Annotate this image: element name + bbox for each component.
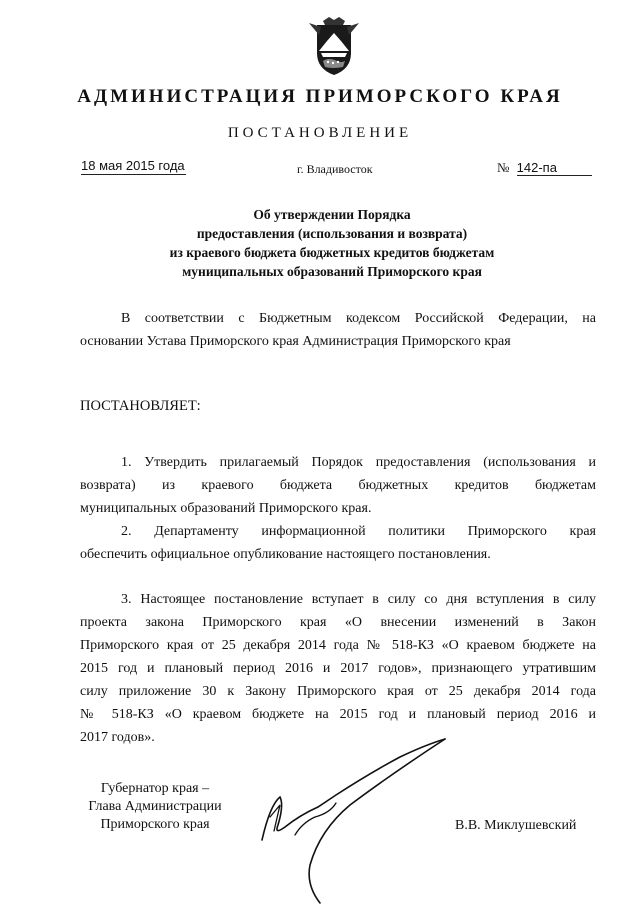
text-line: В соответствии с Бюджетным кодексом Российской Федерации, на [121,311,596,326]
document-title [100,205,564,281]
signatory-title-line: Приморского края [100,817,210,832]
text-line: Приморского края от 25 декабря 2014 года № 518-КЗ «О краевом бюджете на [80,638,596,653]
items-block-a [80,451,596,566]
organization-name: АДМИНИСТРАЦИЯ ПРИМОРСКОГО КРАЯ [77,86,563,107]
resolves-heading: ПОСТАНОВЛЯЕТ: [80,398,201,414]
number-value: 142-па [517,160,592,176]
signatory-title-line: Глава Администрации [88,799,222,814]
text-line: № 518-КЗ «О краевом бюджете на 2015 год и плановый период 2016 и [80,707,596,722]
title-line: Об утверждении Порядка [253,207,411,222]
document-city: г. Владивосток [297,162,373,176]
text-line: проекта закона Приморского края «О внесении изменений в Закон [80,615,596,630]
items-block-b [80,588,596,749]
text-line: основании Устава Приморского края Администрация Приморского края [80,334,511,349]
number-sign: № [497,160,510,175]
text-line: 2017 годов». [80,730,155,745]
title-line: предоставления (использования и возврата) [196,226,468,241]
signatory-title-line: Губернатор края – [100,781,210,796]
handwritten-signature [240,735,455,905]
document-type: ПОСТАНОВЛЕНИЕ [227,125,413,141]
text-line: муниципальных образований Приморского края. [80,501,372,516]
title-line: муниципальных образований Приморского края [182,264,482,279]
text-line: 1. Утвердить прилагаемый Порядок предоставления (использования и [121,455,596,470]
text-line: возврата) из краевого бюджета бюджетных кредитов бюджетам [80,478,596,493]
signatory-title [70,780,240,834]
text-line: обеспечить официальное опубликование настоящего постановления. [80,547,491,562]
signatory-name: В.В. Миклушевский [455,818,577,833]
text-line: 2. Департаменту информационной политики Приморского края [121,524,596,539]
document-number [497,160,592,176]
text-line: силу приложение 30 к Закону Приморского края от 25 декабря 2014 года [80,684,596,699]
document-date: 18 мая 2015 года [81,158,185,173]
text-line: 3. Настоящее постановление вступает в силу со дня вступления в силу [121,592,596,607]
preamble-paragraph [80,307,596,353]
title-line: из краевого бюджета бюджетных кредитов бюджетам [169,245,495,260]
text-line: 2015 год и плановый период 2016 и 2017 годов», признающего утратившим [80,661,596,676]
coat-of-arms-emblem [303,17,365,79]
